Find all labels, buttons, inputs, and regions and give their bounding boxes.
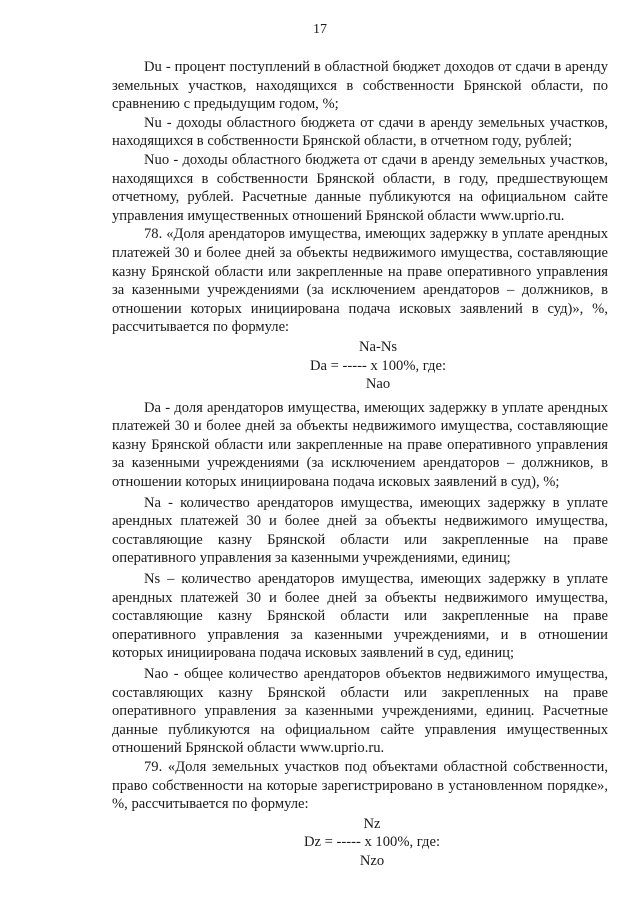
formula-da-expression: Da = ----- x 100%, где: bbox=[310, 357, 446, 374]
document-body bbox=[112, 58, 608, 876]
paragraph-du-definition: Du - процент поступлений в областной бюджет доходов от сдачи в аренду земельных участков, находящихся в собственности Брянской области, по сравнению с предыдущим годом, %; bbox=[112, 59, 608, 113]
paragraph-nuo-definition: Nuo - доходы областного бюджета от сдачи в аренду земельных участков, находящихся в собственности Брянской области, в году, предшествующем отчетному, рублей. Расчетные данные публикуются на официальном сайте управления имущественных отношений Брянской области www.uprio.ru. bbox=[112, 151, 608, 224]
paragraph-ns-definition: Ns – количество арендаторов имущества, имеющих задержку в уплате арендных платежей 30 и более дней за объекты недвижимого имущества, составляющие казну Брянской области или закрепленные на праве оперативного управления за казенными учреждениями, и в отношении которых инициирована подача исковых заявлений в суд, единиц; bbox=[112, 571, 608, 662]
formula-dz-denominator: Nzo bbox=[359, 852, 385, 869]
paragraph-item-78: 78. «Доля арендаторов имущества, имеющих задержку в уплате арендных платежей 30 и более дней за объекты недвижимого имущества, составляющие казну Брянской области или закрепленные на праве оперативного управления за казенными учреждениями (за исключением арендаторов – должников, в отношении которых инициирована подача исковых заявлений в суд)», %, рассчитывается по формуле: bbox=[112, 226, 608, 336]
formula-dz-expression: Dz = ----- x 100%, где: bbox=[304, 834, 440, 851]
paragraph-item-79: 79. «Доля земельных участков под объектами областной собственности, право собственности на которые зарегистрировано в установленном порядке», %, рассчитывается по формуле: bbox=[112, 758, 608, 813]
formula-dz-numerator: Nz bbox=[363, 815, 381, 832]
page-number: 17 bbox=[313, 22, 327, 37]
paragraph-nao-definition: Nao - общее количество арендаторов объектов недвижимого имущества, составляющих казну Брянской области или закрепленных на праве оперативного управления за казенными учреждениями, единиц. Расчетные данные публикуются на официальном сайте управления имущественных отношений Брянской области www.uprio.ru. bbox=[112, 666, 608, 757]
paragraph-nu-definition: Nu - доходы областного бюджета от сдачи в аренду земельных участков, находящихся в собственности Брянской области, в отчетном году, рублей; bbox=[112, 114, 608, 150]
formula-da bbox=[112, 338, 608, 394]
paragraph-na-definition: Na - количество арендаторов имущества, имеющих задержку в уплате арендных платежей 30 и более дней за объекты недвижимого имущества, составляющие казну Брянской области или закрепленные на праве оперативного управления за казенными учреждениями, единиц; bbox=[112, 494, 608, 567]
formula-da-numerator: Na-Ns bbox=[358, 338, 398, 355]
paragraph-da-definition: Da - доля арендаторов имущества, имеющих задержку в уплате арендных платежей 30 и более дней за объекты недвижимого имущества, составляющие казну Брянской области или закрепленные на праве оперативного управления за казенными учреждениями (за исключением арендаторов – должников, в отношении которых инициирована подача исковых заявлений в суд), %; bbox=[112, 399, 608, 491]
formula-da-denominator: Nao bbox=[365, 376, 391, 393]
formula-dz bbox=[112, 815, 608, 871]
